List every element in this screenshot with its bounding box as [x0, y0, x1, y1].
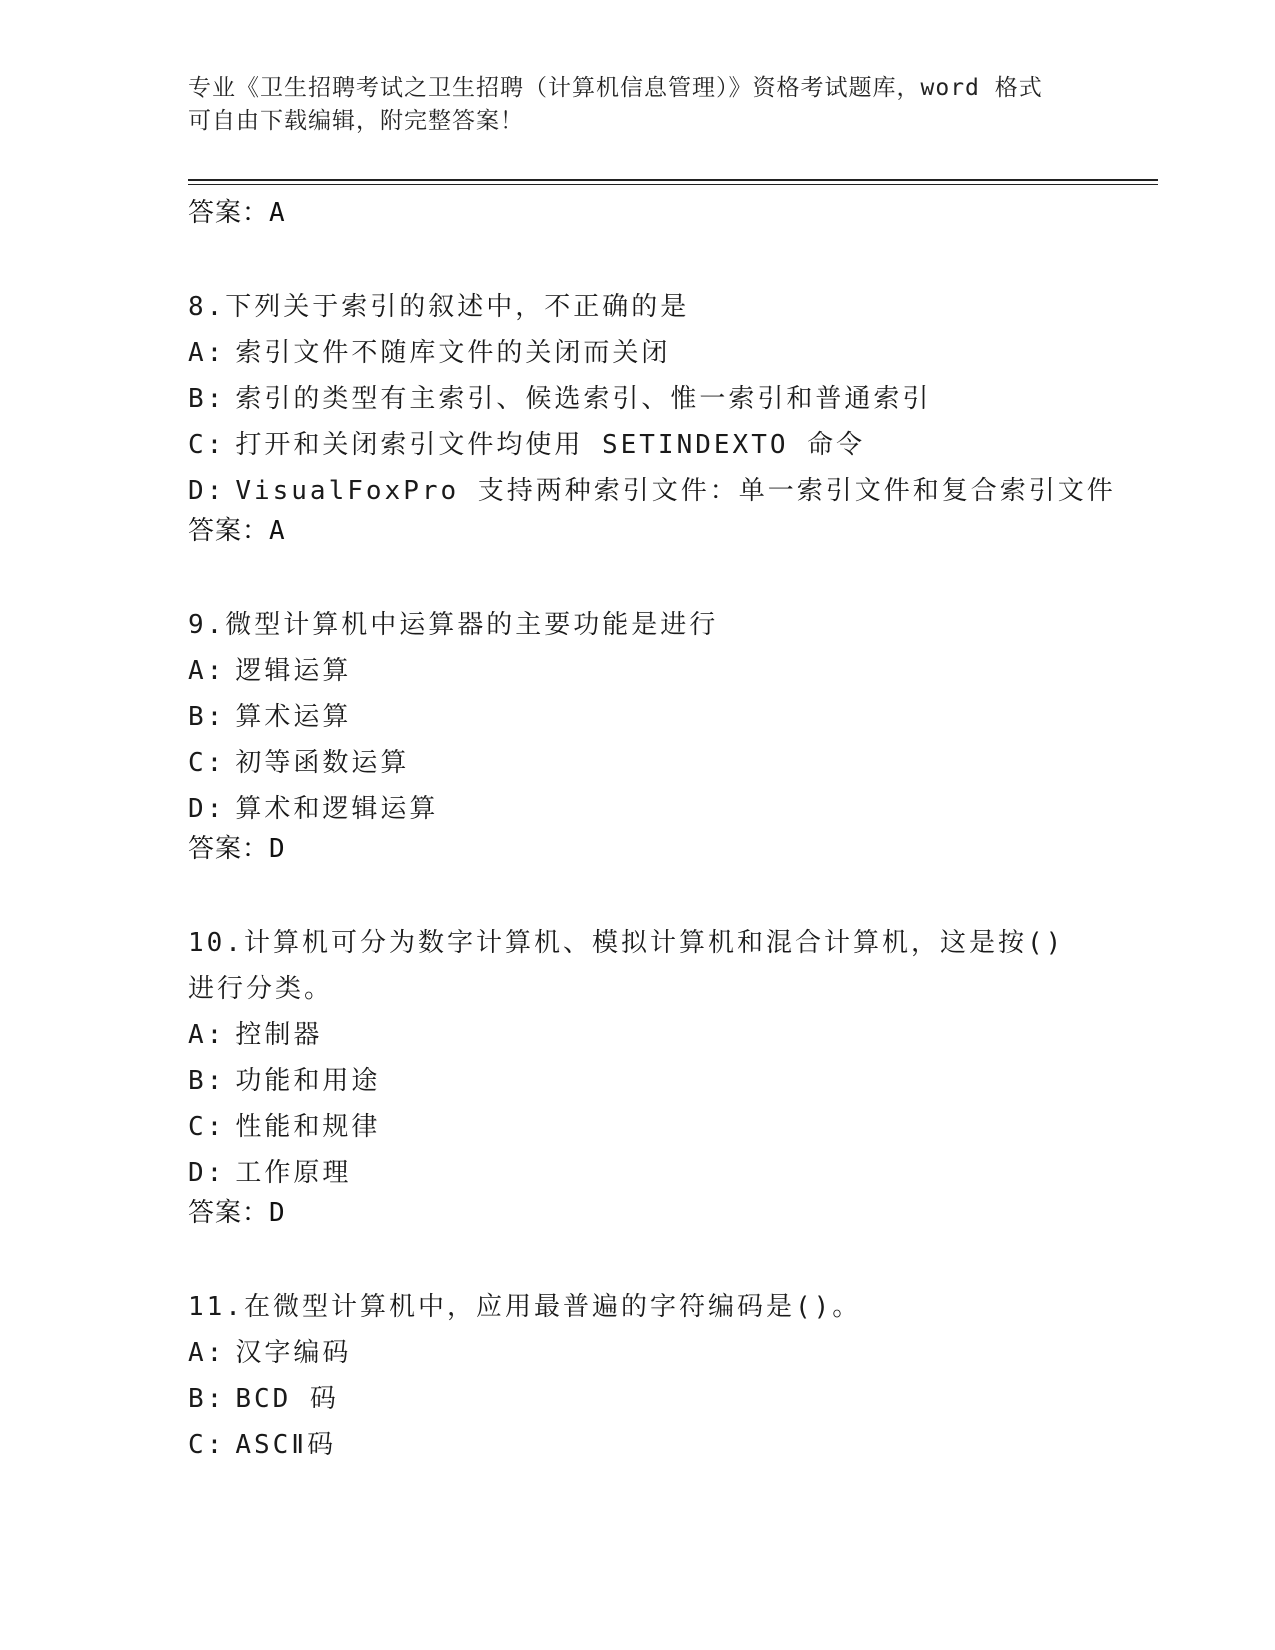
- option-key: D:: [188, 794, 226, 824]
- option-key: A:: [188, 1020, 226, 1050]
- option-key: C:: [188, 1430, 226, 1460]
- question-11: [188, 1284, 1088, 1468]
- option-d: [188, 786, 1088, 832]
- question-list: [188, 192, 1116, 1468]
- option-a: [188, 330, 1088, 376]
- option-b: [188, 694, 1088, 740]
- option-a: [188, 1012, 1088, 1058]
- header-line-2: 可自由下载编辑，附完整答案！: [188, 108, 524, 134]
- option-text: 索引文件不随库文件的关闭而关闭: [235, 338, 671, 368]
- option-key: B:: [188, 384, 226, 414]
- option-text: ASCⅡ码: [235, 1430, 337, 1460]
- question-8: [188, 284, 1116, 548]
- option-text: BCD 码: [235, 1384, 339, 1414]
- option-text: 工作原理: [235, 1158, 352, 1188]
- option-key: C:: [188, 1112, 226, 1142]
- answer-line: 答案：A: [188, 198, 286, 228]
- option-text: 控制器: [235, 1020, 323, 1050]
- option-text: 算术和逻辑运算: [235, 794, 439, 824]
- option-text: 算术运算: [235, 702, 352, 732]
- option-c: [188, 1104, 1088, 1150]
- answer-line: 答案：D: [188, 1198, 286, 1228]
- header-divider: [188, 179, 1158, 185]
- option-c: [188, 1422, 1088, 1468]
- question-text: 10.计算机可分为数字计算机、模拟计算机和混合计算机，这是按()进行分类。: [188, 928, 1065, 1004]
- question-10: [188, 920, 1088, 1230]
- option-text: 功能和用途: [235, 1066, 381, 1096]
- option-text: VisualFoxPro 支持两种索引文件：单一索引文件和复合索引文件: [235, 476, 1116, 506]
- option-key: C:: [188, 748, 226, 778]
- option-d: [188, 468, 1116, 514]
- option-d: [188, 1150, 1088, 1196]
- option-b: [188, 376, 1088, 422]
- document-header: [188, 72, 1068, 138]
- option-key: B:: [188, 1066, 226, 1096]
- option-text: 汉字编码: [235, 1338, 352, 1368]
- option-key: D:: [188, 1158, 226, 1188]
- question-text: 9.微型计算机中运算器的主要功能是进行: [188, 610, 719, 640]
- option-key: C:: [188, 430, 226, 460]
- option-text: 索引的类型有主索引、候选索引、惟一索引和普通索引: [235, 384, 932, 414]
- option-key: D:: [188, 476, 226, 506]
- question-9: [188, 602, 1088, 866]
- option-text: 打开和关闭索引文件均使用 SETINDEXTO 命令: [235, 430, 866, 460]
- option-text: 性能和规律: [235, 1112, 381, 1142]
- answer-line: 答案：D: [188, 834, 286, 864]
- option-key: A:: [188, 1338, 226, 1368]
- answer-line: 答案：A: [188, 516, 286, 546]
- option-c: [188, 422, 1088, 468]
- question-text: 8.下列关于索引的叙述中，不正确的是: [188, 292, 690, 322]
- option-text: 初等函数运算: [235, 748, 410, 778]
- option-b: [188, 1058, 1088, 1104]
- option-b: [188, 1376, 1088, 1422]
- header-line-1: 专业《卫生招聘考试之卫生招聘（计算机信息管理）》资格考试题库，word 格式: [188, 75, 1043, 101]
- question-text: 11.在微型计算机中，应用最普遍的字符编码是()。: [188, 1292, 862, 1322]
- option-text: 逻辑运算: [235, 656, 352, 686]
- option-a: [188, 648, 1088, 694]
- option-key: B:: [188, 702, 226, 732]
- option-a: [188, 1330, 1088, 1376]
- option-key: A:: [188, 338, 226, 368]
- option-key: B:: [188, 1384, 226, 1414]
- option-key: A:: [188, 656, 226, 686]
- option-c: [188, 740, 1088, 786]
